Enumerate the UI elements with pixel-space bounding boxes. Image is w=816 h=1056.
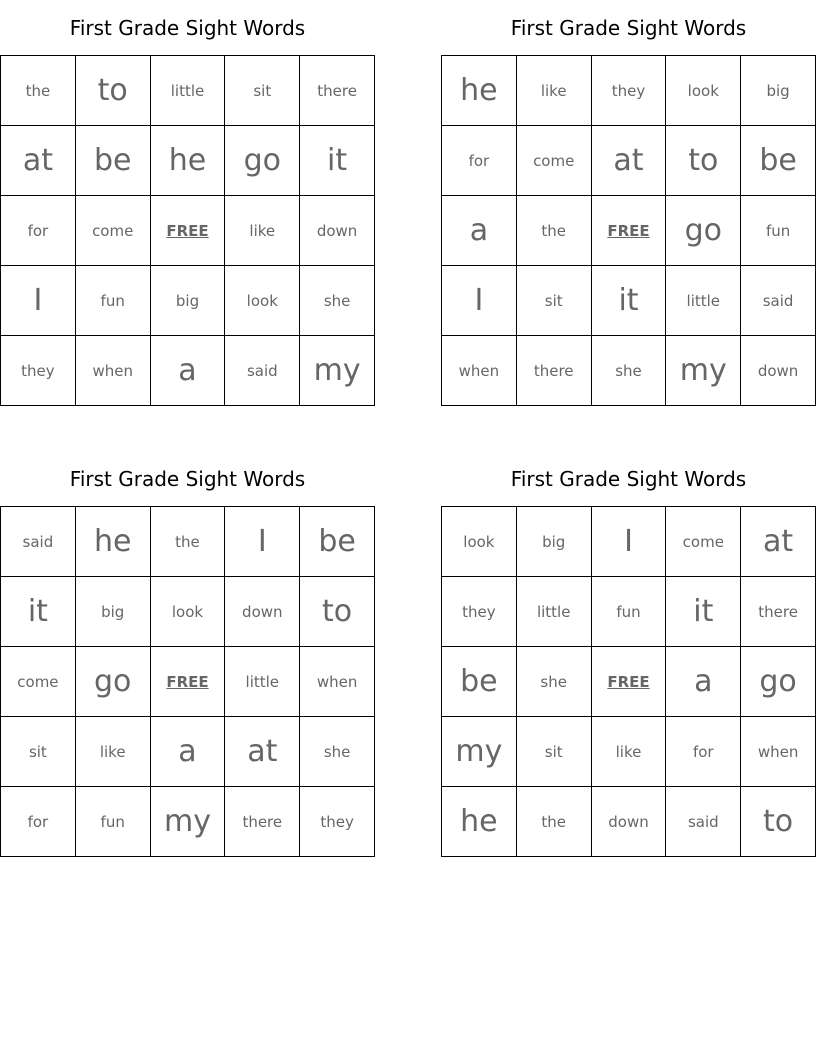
word-cell: sit bbox=[1, 717, 76, 787]
word-cell: said bbox=[1, 507, 76, 577]
grid-row bbox=[442, 647, 816, 717]
word-cell: big bbox=[150, 266, 225, 336]
word-cell: at bbox=[591, 126, 666, 196]
grid-row bbox=[442, 787, 816, 857]
word-cell: go bbox=[741, 647, 816, 717]
word-cell: to bbox=[741, 787, 816, 857]
word-cell: when bbox=[442, 336, 517, 406]
word-cell: a bbox=[150, 336, 225, 406]
word-cell: go bbox=[666, 196, 741, 266]
word-cell: to bbox=[666, 126, 741, 196]
grid-row bbox=[1, 507, 375, 577]
word-cell: he bbox=[150, 126, 225, 196]
word-cell: it bbox=[300, 126, 375, 196]
free-space: FREE bbox=[591, 647, 666, 717]
word-cell: it bbox=[591, 266, 666, 336]
word-cell: she bbox=[591, 336, 666, 406]
word-cell: there bbox=[741, 577, 816, 647]
word-cell: down bbox=[741, 336, 816, 406]
bingo-grid bbox=[441, 506, 816, 857]
bingo-card-4 bbox=[441, 467, 816, 857]
grid-row bbox=[1, 266, 375, 336]
bingo-grid bbox=[0, 506, 375, 857]
word-cell: little bbox=[516, 577, 591, 647]
word-cell: fun bbox=[75, 787, 150, 857]
grid-row bbox=[1, 787, 375, 857]
word-cell: a bbox=[666, 647, 741, 717]
grid-row bbox=[442, 336, 816, 406]
word-cell: look bbox=[150, 577, 225, 647]
word-cell: little bbox=[666, 266, 741, 336]
word-cell: go bbox=[225, 126, 300, 196]
word-cell: like bbox=[225, 196, 300, 266]
word-cell: down bbox=[225, 577, 300, 647]
word-cell: to bbox=[300, 577, 375, 647]
word-cell: they bbox=[1, 336, 76, 406]
word-cell: sit bbox=[516, 717, 591, 787]
word-cell: sit bbox=[225, 56, 300, 126]
word-cell: when bbox=[741, 717, 816, 787]
word-cell: go bbox=[75, 647, 150, 717]
word-cell: sit bbox=[516, 266, 591, 336]
bingo-card-3 bbox=[0, 467, 375, 857]
word-cell: I bbox=[442, 266, 517, 336]
bingo-card-2 bbox=[441, 16, 816, 406]
word-cell: come bbox=[75, 196, 150, 266]
word-cell: when bbox=[75, 336, 150, 406]
word-cell: I bbox=[591, 507, 666, 577]
grid-row bbox=[442, 126, 816, 196]
word-cell: at bbox=[225, 717, 300, 787]
word-cell: my bbox=[300, 336, 375, 406]
word-cell: big bbox=[741, 56, 816, 126]
word-cell: there bbox=[516, 336, 591, 406]
word-cell: my bbox=[442, 717, 517, 787]
bingo-grid bbox=[441, 55, 816, 406]
word-cell: he bbox=[75, 507, 150, 577]
grid-row bbox=[1, 717, 375, 787]
free-space: FREE bbox=[150, 647, 225, 717]
grid-row bbox=[1, 577, 375, 647]
word-cell: the bbox=[1, 56, 76, 126]
word-cell: she bbox=[516, 647, 591, 717]
word-cell: they bbox=[442, 577, 517, 647]
word-cell: be bbox=[75, 126, 150, 196]
word-cell: big bbox=[75, 577, 150, 647]
grid-row bbox=[1, 647, 375, 717]
grid-row bbox=[442, 196, 816, 266]
bingo-grid bbox=[0, 55, 375, 406]
word-cell: at bbox=[1, 126, 76, 196]
word-cell: big bbox=[516, 507, 591, 577]
free-space: FREE bbox=[591, 196, 666, 266]
word-cell: the bbox=[516, 196, 591, 266]
word-cell: like bbox=[591, 717, 666, 787]
word-cell: fun bbox=[591, 577, 666, 647]
word-cell: come bbox=[1, 647, 76, 717]
grid-row bbox=[442, 577, 816, 647]
word-cell: come bbox=[666, 507, 741, 577]
word-cell: a bbox=[150, 717, 225, 787]
word-cell: there bbox=[225, 787, 300, 857]
word-cell: down bbox=[591, 787, 666, 857]
word-cell: little bbox=[150, 56, 225, 126]
word-cell: he bbox=[442, 787, 517, 857]
word-cell: said bbox=[225, 336, 300, 406]
grid-row bbox=[442, 507, 816, 577]
bingo-card-1 bbox=[0, 16, 375, 406]
word-cell: she bbox=[300, 717, 375, 787]
word-cell: like bbox=[75, 717, 150, 787]
word-cell: she bbox=[300, 266, 375, 336]
word-cell: for bbox=[666, 717, 741, 787]
word-cell: my bbox=[666, 336, 741, 406]
word-cell: a bbox=[442, 196, 517, 266]
grid-row bbox=[1, 336, 375, 406]
grid-row bbox=[442, 266, 816, 336]
word-cell: they bbox=[591, 56, 666, 126]
grid-row bbox=[442, 717, 816, 787]
word-cell: the bbox=[516, 787, 591, 857]
word-cell: said bbox=[741, 266, 816, 336]
word-cell: like bbox=[516, 56, 591, 126]
word-cell: look bbox=[225, 266, 300, 336]
word-cell: fun bbox=[741, 196, 816, 266]
word-cell: at bbox=[741, 507, 816, 577]
word-cell: it bbox=[666, 577, 741, 647]
word-cell: for bbox=[442, 126, 517, 196]
grid-row bbox=[1, 126, 375, 196]
card-title: First Grade Sight Words bbox=[510, 16, 747, 40]
word-cell: little bbox=[225, 647, 300, 717]
word-cell: look bbox=[442, 507, 517, 577]
card-title: First Grade Sight Words bbox=[69, 467, 306, 491]
word-cell: look bbox=[666, 56, 741, 126]
word-cell: be bbox=[300, 507, 375, 577]
word-cell: there bbox=[300, 56, 375, 126]
grid-row bbox=[1, 56, 375, 126]
card-title: First Grade Sight Words bbox=[510, 467, 747, 491]
word-cell: down bbox=[300, 196, 375, 266]
grid-row bbox=[442, 56, 816, 126]
grid-row bbox=[1, 196, 375, 266]
word-cell: it bbox=[1, 577, 76, 647]
word-cell: when bbox=[300, 647, 375, 717]
word-cell: he bbox=[442, 56, 517, 126]
word-cell: I bbox=[225, 507, 300, 577]
word-cell: be bbox=[741, 126, 816, 196]
free-space: FREE bbox=[150, 196, 225, 266]
word-cell: for bbox=[1, 196, 76, 266]
word-cell: come bbox=[516, 126, 591, 196]
word-cell: they bbox=[300, 787, 375, 857]
word-cell: be bbox=[442, 647, 517, 717]
word-cell: for bbox=[1, 787, 76, 857]
word-cell: fun bbox=[75, 266, 150, 336]
card-title: First Grade Sight Words bbox=[69, 16, 306, 40]
word-cell: said bbox=[666, 787, 741, 857]
word-cell: I bbox=[1, 266, 76, 336]
word-cell: the bbox=[150, 507, 225, 577]
word-cell: to bbox=[75, 56, 150, 126]
word-cell: my bbox=[150, 787, 225, 857]
